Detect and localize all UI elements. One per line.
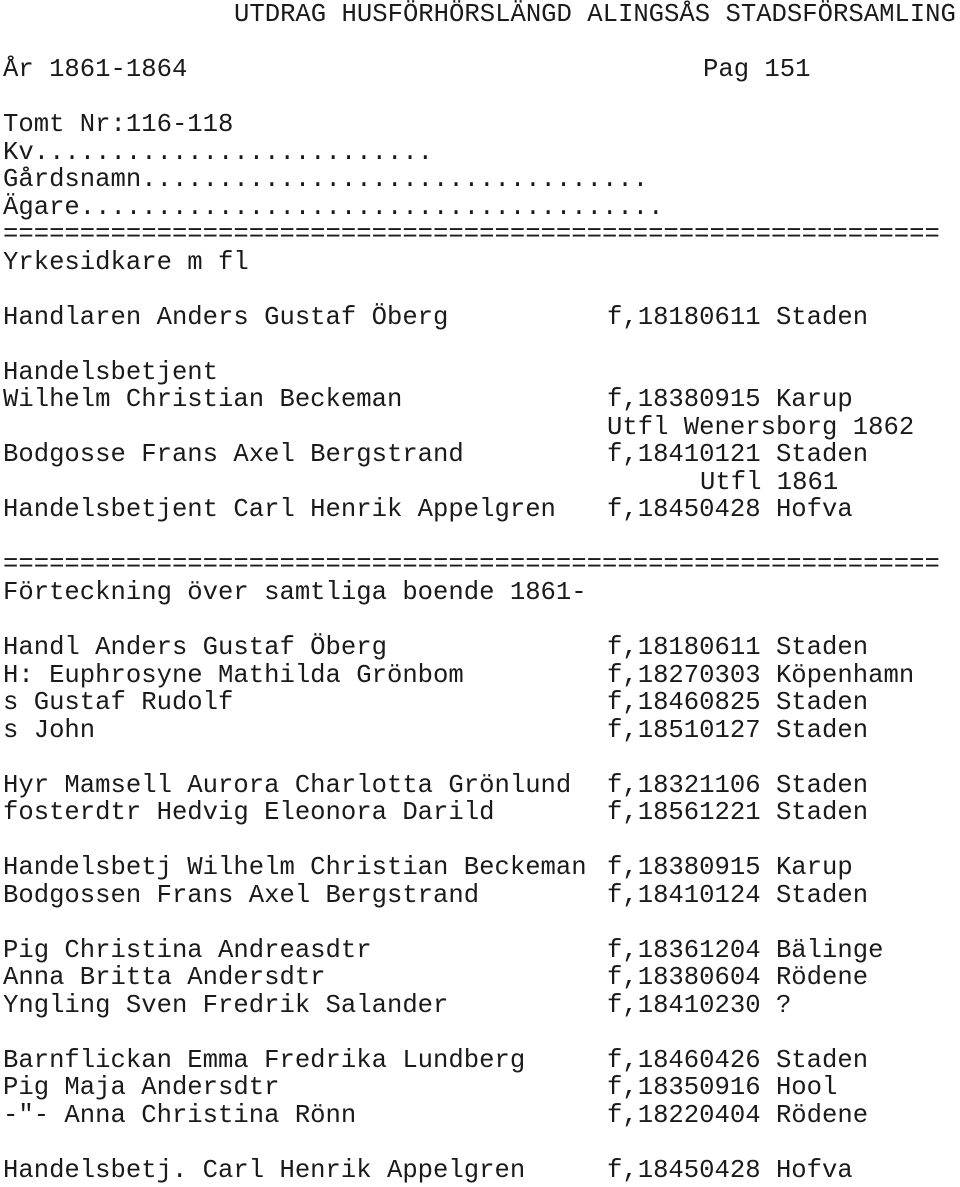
person-title: Handelsbetjent bbox=[3, 358, 219, 387]
birth-info: f,18450428 Hofva bbox=[607, 495, 853, 524]
list-item bbox=[3, 1046, 869, 1075]
birth-info: f,18220404 Rödene bbox=[607, 1101, 869, 1130]
birth-info: f,18460426 Staden bbox=[607, 1046, 869, 1075]
person-name: H: Euphrosyne Mathilda Grönbom bbox=[3, 661, 464, 690]
year-range bbox=[3, 55, 811, 84]
person-name: s Gustaf Rudolf bbox=[3, 688, 234, 717]
person-name: Yngling Sven Fredrik Salander bbox=[3, 991, 449, 1020]
person-name: Bodgosse Frans Axel Bergstrand bbox=[3, 440, 464, 469]
moved-note: Utfl Wenersborg 1862 bbox=[607, 413, 915, 442]
birth-info: f,18270303 Köpenhamn bbox=[607, 661, 915, 690]
list-item bbox=[3, 633, 869, 662]
person-name: Pig Maja Andersdtr bbox=[3, 1073, 280, 1102]
list-item bbox=[3, 963, 869, 992]
list-item bbox=[3, 771, 869, 800]
list-item bbox=[3, 853, 853, 882]
section-heading: Yrkesidkare m fl bbox=[3, 248, 249, 277]
person-name: s John bbox=[3, 716, 96, 745]
birth-info: f,18380915 Karup bbox=[607, 853, 853, 882]
list-item bbox=[3, 1156, 853, 1185]
list-item bbox=[3, 716, 869, 745]
birth-info: f,18410230 ? bbox=[607, 991, 792, 1020]
kvarter-field: Kv.......................... bbox=[3, 138, 434, 167]
section-heading: Förteckning över samtliga boende 1861- bbox=[3, 578, 587, 607]
page-number: Pag 151 bbox=[703, 55, 811, 84]
list-item bbox=[3, 881, 869, 910]
list-item bbox=[3, 303, 869, 332]
document-title: UTDRAG HUSFÖRHÖRSLÄNGD ALINGSÅS STADSFÖRSAMLING bbox=[234, 0, 956, 29]
moved-note: Utfl 1861 bbox=[700, 468, 839, 497]
separator-line: ============================================================= bbox=[3, 220, 940, 249]
birth-info: f,18180611 Staden bbox=[607, 303, 869, 332]
list-item bbox=[3, 991, 792, 1020]
list-item bbox=[3, 440, 869, 469]
birth-info: f,18180611 Staden bbox=[607, 633, 869, 662]
person-name: -"- Anna Christina Rönn bbox=[3, 1101, 357, 1130]
list-item bbox=[3, 1101, 869, 1130]
agare-field: Ägare...................................... bbox=[3, 193, 664, 222]
list-item bbox=[3, 936, 884, 965]
person-name: fosterdtr Hedvig Eleonora Darild bbox=[3, 798, 495, 827]
person-name: Barnflickan Emma Fredrika Lundberg bbox=[3, 1046, 526, 1075]
person-name: Bodgossen Frans Axel Bergstrand bbox=[3, 881, 480, 910]
birth-info: f,18380604 Rödene bbox=[607, 963, 869, 992]
person-name: Hyr Mamsell Aurora Charlotta Grönlund bbox=[3, 771, 572, 800]
list-item bbox=[3, 798, 869, 827]
list-item bbox=[3, 1073, 838, 1102]
list-item bbox=[3, 385, 853, 414]
year-range-text: År 1861-1864 bbox=[3, 55, 188, 84]
person-name: Wilhelm Christian Beckeman bbox=[3, 385, 403, 414]
birth-info: f,18361204 Bälinge bbox=[607, 936, 884, 965]
list-item bbox=[3, 359, 218, 387]
birth-info: f,18561221 Staden bbox=[607, 798, 869, 827]
person-name: Handelsbetj Wilhelm Christian Beckeman bbox=[3, 853, 587, 882]
birth-info: f,18380915 Karup bbox=[607, 385, 853, 414]
list-item bbox=[3, 495, 853, 524]
birth-info: f,18460825 Staden bbox=[607, 688, 869, 717]
birth-info: f,18410121 Staden bbox=[607, 440, 869, 469]
birth-info: f,18450428 Hofva bbox=[607, 1156, 853, 1185]
birth-info: f,18410124 Staden bbox=[607, 881, 869, 910]
person-name: Handlaren Anders Gustaf Öberg bbox=[3, 303, 449, 332]
birth-info: f,18350916 Hool bbox=[607, 1073, 838, 1102]
gardsnamn-field: Gårdsnamn................................. bbox=[3, 165, 649, 194]
birth-info: f,18321106 Staden bbox=[607, 771, 869, 800]
birth-info: f,18510127 Staden bbox=[607, 716, 869, 745]
tomt-number: Tomt Nr:116-118 bbox=[3, 110, 234, 139]
list-item bbox=[3, 688, 869, 717]
person-name: Handl Anders Gustaf Öberg bbox=[3, 633, 387, 662]
person-name: Handelsbetj. Carl Henrik Appelgren bbox=[3, 1156, 526, 1185]
person-name: Handelsbetjent Carl Henrik Appelgren bbox=[3, 495, 556, 524]
separator-line: ============================================================= bbox=[3, 550, 940, 579]
list-item bbox=[3, 661, 915, 690]
person-name: Anna Britta Andersdtr bbox=[3, 963, 326, 992]
person-name: Pig Christina Andreasdtr bbox=[3, 936, 372, 965]
